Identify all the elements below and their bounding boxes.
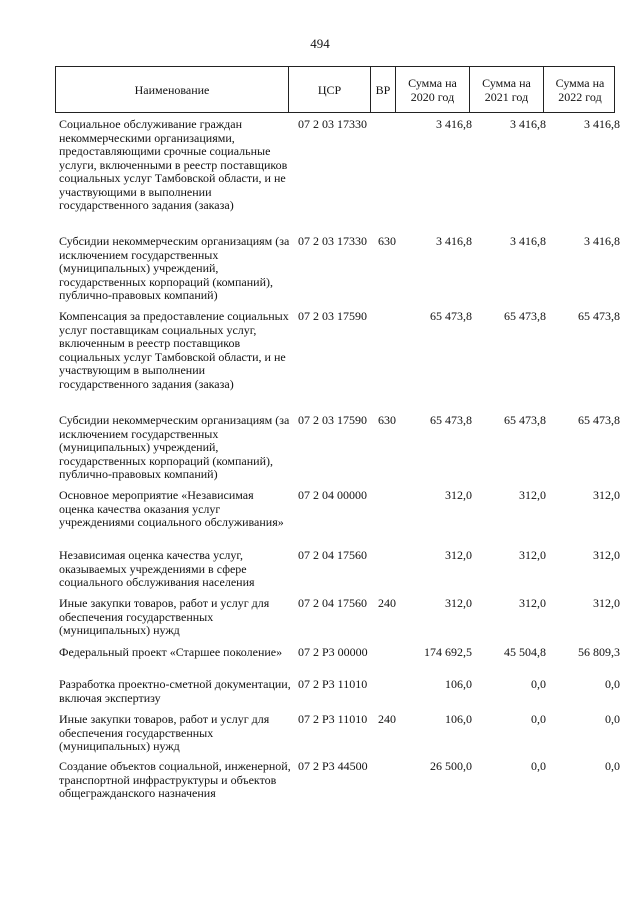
row-name: Основное мероприятие «Независимая оценка качества оказания услуг учреждениями социального обслуживания» bbox=[59, 488, 284, 529]
row-csr: 07 2 04 00000 bbox=[298, 488, 367, 502]
row-sum-2020: 3 416,8 bbox=[436, 234, 472, 248]
header-sum-2020: Сумма на 2020 год bbox=[395, 67, 469, 112]
row-sum-2020: 106,0 bbox=[445, 677, 472, 691]
row-vr: 240 bbox=[378, 712, 396, 726]
row-sum-2020: 65 473,8 bbox=[430, 309, 472, 323]
row-name: Иные закупки товаров, работ и услуг для обеспечения государственных (муниципальных) нужд bbox=[59, 596, 270, 637]
row-sum-2021: 0,0 bbox=[531, 712, 546, 726]
row-csr: 07 2 P3 11010 bbox=[298, 712, 368, 726]
row-csr: 07 2 P3 00000 bbox=[298, 645, 368, 659]
row-sum-2022: 3 416,8 bbox=[584, 234, 620, 248]
row-sum-2021: 0,0 bbox=[531, 759, 546, 773]
row-sum-2022: 312,0 bbox=[593, 596, 620, 610]
row-sum-2021: 3 416,8 bbox=[510, 117, 546, 131]
row-sum-2021: 312,0 bbox=[519, 596, 546, 610]
row-sum-2020: 174 692,5 bbox=[424, 645, 472, 659]
header-name: Наименование bbox=[134, 82, 210, 97]
row-sum-2020: 312,0 bbox=[445, 596, 472, 610]
row-name: Социальное обслуживание граждан некоммерческими организациями, предоставляющими срочные социальные услуги, включенными в реестр поставщиков социальных услуг Тамбовской области, и не участвующими в выполнении государственного задания (заказа) bbox=[59, 117, 288, 212]
row-sum-2021: 0,0 bbox=[531, 677, 546, 691]
row-sum-2022: 65 473,8 bbox=[578, 413, 620, 427]
row-sum-2022: 0,0 bbox=[605, 677, 620, 691]
row-name: Создание объектов социальной, инженерной, транспортной инфраструктуры и объектов общегражданского назначения bbox=[59, 759, 291, 800]
row-sum-2021: 65 473,8 bbox=[504, 309, 546, 323]
row-csr: 07 2 03 17330 bbox=[298, 234, 367, 248]
row-vr: 630 bbox=[378, 234, 396, 248]
row-csr: 07 2 P3 44500 bbox=[298, 759, 368, 773]
row-csr: 07 2 03 17590 bbox=[298, 309, 367, 323]
row-sum-2022: 56 809,3 bbox=[578, 645, 620, 659]
row-sum-2021: 65 473,8 bbox=[504, 413, 546, 427]
row-sum-2021: 312,0 bbox=[519, 488, 546, 502]
row-sum-2020: 312,0 bbox=[445, 548, 472, 562]
row-sum-2020: 26 500,0 bbox=[430, 759, 472, 773]
row-sum-2021: 312,0 bbox=[519, 548, 546, 562]
row-name: Разработка проектно-сметной документации, включая экспертизу bbox=[59, 677, 291, 705]
row-name: Субсидии некоммерческим организациям (за исключением государственных (муниципальных) учреждений, государственных корпораций (компаний), публично-правовых компаний) bbox=[59, 234, 290, 302]
table-header bbox=[55, 66, 615, 113]
row-sum-2022: 0,0 bbox=[605, 759, 620, 773]
row-csr: 07 2 04 17560 bbox=[298, 548, 367, 562]
row-csr: 07 2 03 17590 bbox=[298, 413, 367, 427]
row-sum-2022: 3 416,8 bbox=[584, 117, 620, 131]
row-csr: 07 2 03 17330 bbox=[298, 117, 367, 131]
row-sum-2022: 65 473,8 bbox=[578, 309, 620, 323]
row-sum-2022: 312,0 bbox=[593, 488, 620, 502]
row-vr: 630 bbox=[378, 413, 396, 427]
row-vr: 240 bbox=[378, 596, 396, 610]
header-csr: ЦСР bbox=[288, 67, 370, 112]
row-sum-2020: 65 473,8 bbox=[430, 413, 472, 427]
row-sum-2020: 312,0 bbox=[445, 488, 472, 502]
row-name: Федеральный проект «Старшее поколение» bbox=[59, 645, 283, 659]
header-vr: ВР bbox=[370, 67, 395, 112]
row-name: Иные закупки товаров, работ и услуг для обеспечения государственных (муниципальных) нужд bbox=[59, 712, 270, 753]
row-sum-2020: 3 416,8 bbox=[436, 117, 472, 131]
row-name: Компенсация за предоставление социальных услуг поставщикам социальных услуг, включенным в реестр поставщиков социальных услуг Тамбовской области, и не участвующим в выполнении государственного задания (заказа) bbox=[59, 309, 289, 391]
row-sum-2021: 3 416,8 bbox=[510, 234, 546, 248]
row-csr: 07 2 04 17560 bbox=[298, 596, 367, 610]
row-name: Субсидии некоммерческим организациям (за исключением государственных (муниципальных) учреждений, государственных корпораций (компаний), публично-правовых компаний) bbox=[59, 413, 290, 481]
row-sum-2021: 45 504,8 bbox=[504, 645, 546, 659]
page-number: 494 bbox=[310, 36, 330, 51]
row-name: Независимая оценка качества услуг, оказываемых учреждениями в сфере социального обслуживания населения bbox=[59, 548, 255, 589]
row-sum-2022: 0,0 bbox=[605, 712, 620, 726]
row-sum-2020: 106,0 bbox=[445, 712, 472, 726]
header-sum-2021: Сумма на 2021 год bbox=[469, 67, 543, 112]
row-sum-2022: 312,0 bbox=[593, 548, 620, 562]
header-sum-2022: Сумма на 2022 год bbox=[543, 67, 616, 112]
row-csr: 07 2 P3 11010 bbox=[298, 677, 368, 691]
